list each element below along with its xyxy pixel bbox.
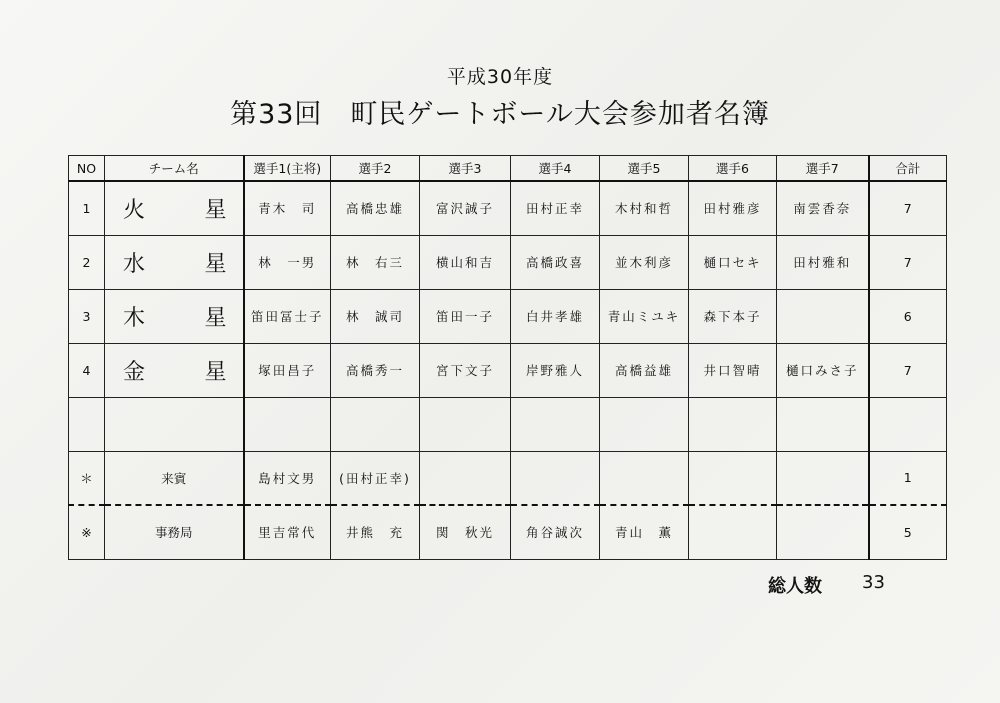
office-row: [69, 505, 947, 559]
player-cell: 樋口セキ: [689, 235, 777, 289]
player-cell: 白井孝雄: [511, 289, 600, 343]
player-cell: 高橋忠雄: [331, 181, 420, 235]
row-no: 4: [69, 343, 105, 397]
grand-total-value: 33: [862, 572, 885, 593]
team-name: 金 星: [105, 343, 244, 397]
row-no: 3: [69, 289, 105, 343]
document-subtitle: 平成30年度: [446, 66, 554, 88]
row-total: 1: [869, 451, 947, 505]
player-cell: 高橋益雄: [600, 343, 689, 397]
player-cell: 岸野雅人: [511, 343, 600, 397]
player-cell: 笛田冨士子: [244, 289, 331, 343]
player-cell: 関 秋光: [420, 505, 511, 559]
player-cell: [600, 451, 689, 505]
player-cell: 田村正幸: [511, 181, 600, 235]
row-total: 7: [869, 181, 947, 235]
guest-row: [69, 451, 947, 505]
header-player-5: 選手5: [600, 156, 689, 182]
player-cell: 木村和哲: [600, 181, 689, 235]
grand-total: [768, 572, 885, 598]
player-cell: 横山和吉: [420, 235, 511, 289]
player-cell: [689, 451, 777, 505]
row-total: 5: [869, 505, 947, 559]
player-cell: 樋口みさ子: [777, 343, 869, 397]
header-no: NO: [69, 156, 105, 182]
team-name: 来賓: [105, 451, 244, 505]
grand-total-label: 総人数: [768, 576, 822, 597]
row-total: 7: [869, 235, 947, 289]
row-no: 2: [69, 235, 105, 289]
row-total: 7: [869, 343, 947, 397]
player-cell: 高橋秀一: [331, 343, 420, 397]
player-cell: (田村正幸): [331, 451, 420, 505]
header-player-4: 選手4: [511, 156, 600, 182]
player-cell: 田村雅彦: [689, 181, 777, 235]
player-cell: [777, 451, 869, 505]
team-name: 火 星: [105, 181, 244, 235]
player-cell: 井熊 充: [331, 505, 420, 559]
header-player-3: 選手3: [420, 156, 511, 182]
player-cell: 角谷誠次: [511, 505, 600, 559]
player-cell: 林 誠司: [331, 289, 420, 343]
player-cell: 島村文男: [244, 451, 331, 505]
player-cell: [511, 451, 600, 505]
row-no: ＊: [69, 451, 105, 505]
player-cell: 南雲香奈: [777, 181, 869, 235]
team-name: 水 星: [105, 235, 244, 289]
row-no: 1: [69, 181, 105, 235]
player-cell: 塚田昌子: [244, 343, 331, 397]
table-row: [69, 235, 947, 289]
document-title: 第33回 町民ゲートボール大会参加者名簿: [230, 99, 770, 130]
player-cell: 田村雅和: [777, 235, 869, 289]
participant-table: [68, 155, 947, 560]
table-row: [69, 181, 947, 235]
table-row: [69, 289, 947, 343]
player-cell: 里吉常代: [244, 505, 331, 559]
player-cell: 青木 司: [244, 181, 331, 235]
row-total: 6: [869, 289, 947, 343]
player-cell: [689, 505, 777, 559]
player-cell: 林 右三: [331, 235, 420, 289]
player-cell: 富沢誠子: [420, 181, 511, 235]
table-header-row: [69, 156, 947, 182]
player-cell: 高橋政喜: [511, 235, 600, 289]
header-team: チーム名: [105, 156, 244, 182]
row-no: ※: [69, 505, 105, 559]
player-cell: [777, 505, 869, 559]
player-cell: 井口智晴: [689, 343, 777, 397]
player-cell: [777, 289, 869, 343]
player-cell: 笛田一子: [420, 289, 511, 343]
team-name: 木 星: [105, 289, 244, 343]
player-cell: 林 一男: [244, 235, 331, 289]
player-cell: 並木利彦: [600, 235, 689, 289]
player-cell: 宮下文子: [420, 343, 511, 397]
team-name: 事務局: [105, 505, 244, 559]
player-cell: 森下本子: [689, 289, 777, 343]
table-row: [69, 343, 947, 397]
header-total: 合計: [869, 156, 947, 182]
player-cell: [420, 451, 511, 505]
header-player-1: 選手1(主将): [244, 156, 331, 182]
player-cell: 青山 薫: [600, 505, 689, 559]
header-player-2: 選手2: [331, 156, 420, 182]
header-player-6: 選手6: [689, 156, 777, 182]
player-cell: 青山ミユキ: [600, 289, 689, 343]
table-row-empty: [69, 397, 947, 451]
header-player-7: 選手7: [777, 156, 869, 182]
